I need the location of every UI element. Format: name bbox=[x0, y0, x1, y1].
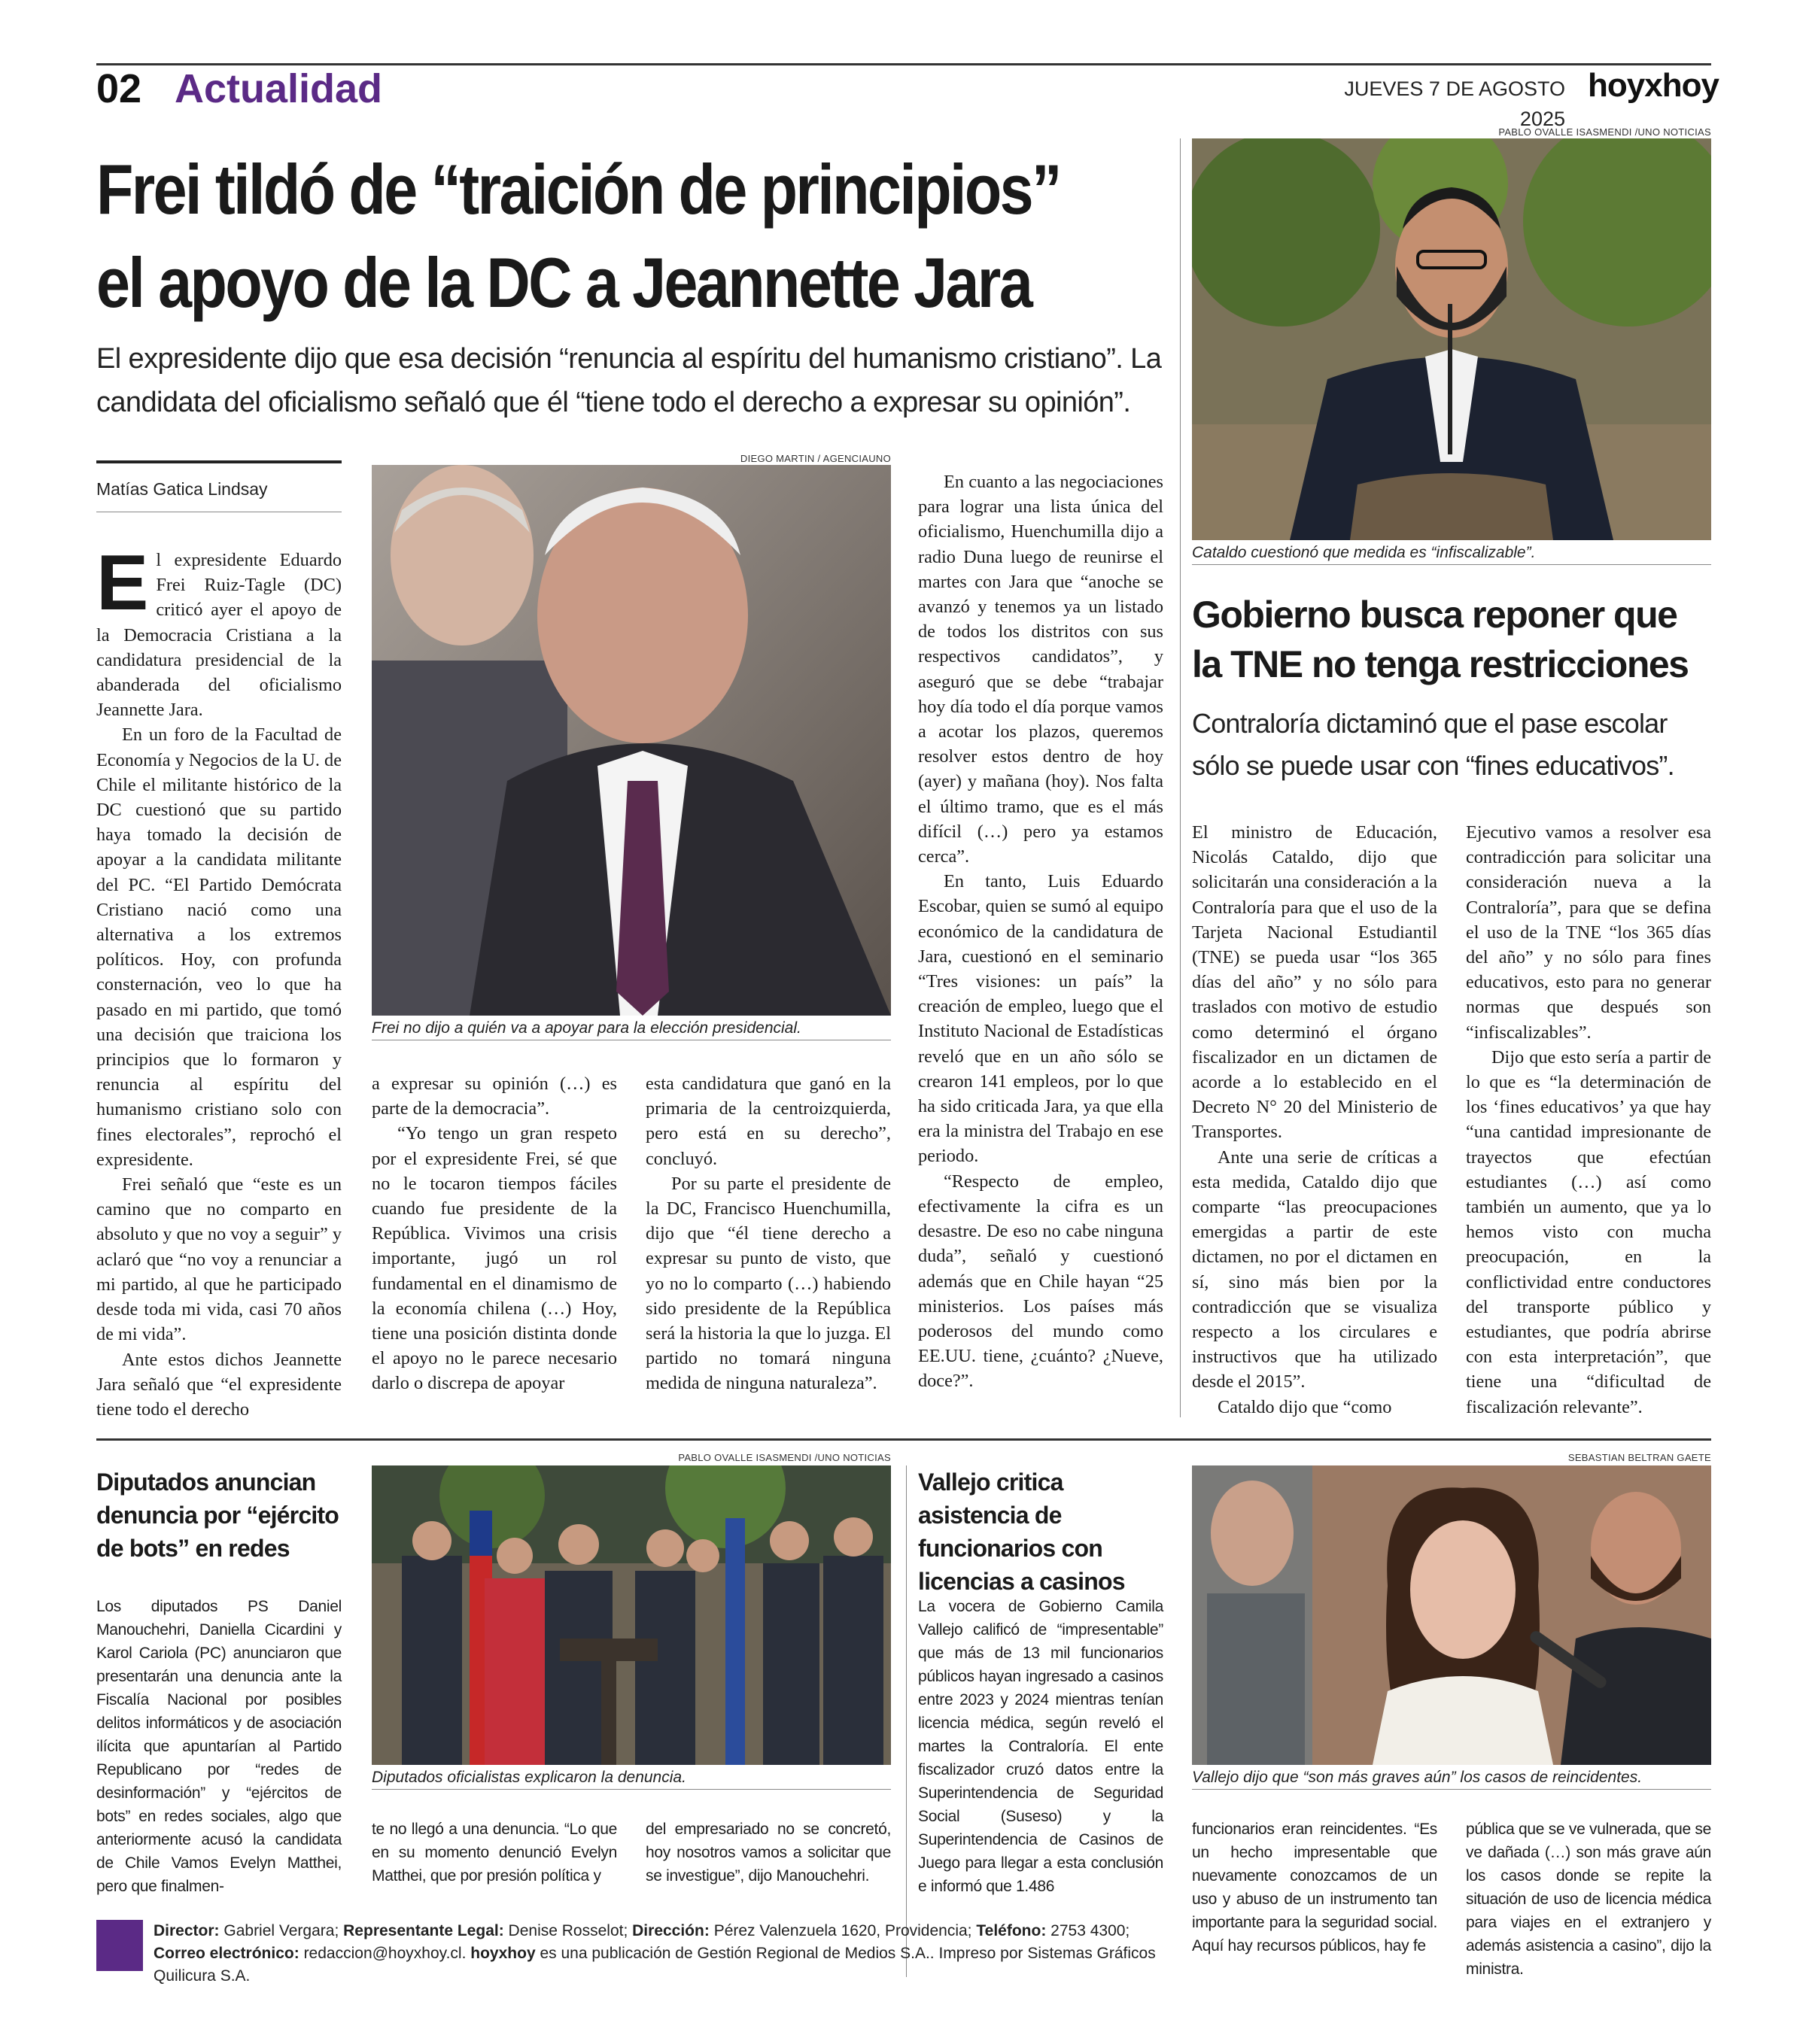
lead-col1-p1: l expresidente Eduardo Frei Ruiz-Tagle (DC) criticó ayer el apoyo de la Democracia Cristiana a la candidatura presidencial de la abanderada del oficialismo Jeannette Jara. bbox=[96, 550, 342, 721]
frei-photo bbox=[372, 465, 891, 1016]
column-divider-bottom bbox=[906, 1465, 907, 1977]
footer-email-label: Correo electrónico: bbox=[154, 1945, 299, 1962]
cataldo-photo bbox=[1192, 138, 1711, 540]
section-rule bbox=[96, 1438, 1711, 1441]
bots-column-2: te no llegó a una denuncia. “Lo que en su momento denunció Evelyn Matthei, que por presión política y bbox=[372, 1821, 617, 1885]
vallejo-column-1: La vocera de Gobierno Camila Vallejo calificó de “impresentable” que más de 13 mil funcionarios públicos hayan ingresado a casinos entre 2023 y 2024 mientras tenían licencia médica, según reveló el martes la Contraloría. El ente fiscalizador cruzó datos entre la Superintendencia de Seguridad Social (Suseso) y la Superintendencia de Casinos de Juego para llegar a esta conclusión e informó que 1.486 bbox=[918, 1598, 1163, 1895]
page-number: 02 bbox=[96, 66, 142, 111]
footer-credits bbox=[154, 1920, 1162, 1988]
frei-photo-illustration bbox=[372, 465, 891, 1016]
lead-col4-p3: “Respecto de empleo, efectivamente la cifra es un desastre. De eso no cabe ninguna duda”, señaló y cuestionó además que en Chile hayan “25 ministerios. Los países más poderosos del mundo como EE.UU. tiene, ¿cuánto? ¿Nueve, doce?”. bbox=[918, 1171, 1163, 1392]
bots-headline: Diputados anuncian denuncia por “ejército de bots” en redes bbox=[96, 1468, 339, 1562]
byline: Matías Gatica Lindsay bbox=[96, 479, 268, 499]
bots-photo-caption: Diputados oficialistas explicaron la denuncia. bbox=[372, 1766, 891, 1790]
tne-col2-p1: Ejecutivo vamos a resolver esa contradicción para solicitar una consideración nueva a la Contraloría”, para que se defina el uso de la TNE “los 365 días del año” y no sólo para fines educativos, esto para no generar normas que después son “infiscalizables”. bbox=[1466, 822, 1711, 1043]
bots-photo-credit: PABLO OVALLE ISASMENDI /UNO NOTICIAS bbox=[678, 1452, 891, 1463]
footer-brand: hoyxhoy bbox=[470, 1945, 536, 1962]
vallejo-photo-caption: Vallejo dijo que “son más graves aún” los casos de reincidentes. bbox=[1192, 1766, 1711, 1790]
footer-director: Gabriel Vergara; bbox=[223, 1922, 339, 1939]
vallejo-photo-illustration bbox=[1192, 1465, 1711, 1765]
lead-headline-line2: el apoyo de la DC a Jeannette Jara bbox=[96, 243, 1032, 322]
footer-director-label: Director: bbox=[154, 1922, 220, 1939]
bots-column-3: del empresariado no se concretó, hoy nosotros vamos a solicitar que se investigue”, dijo Manouchehri. bbox=[646, 1821, 891, 1885]
footer-address: Pérez Valenzuela 1620, Providencia; bbox=[713, 1922, 972, 1939]
lead-column-2 bbox=[372, 1071, 617, 1396]
diputados-photo-illustration bbox=[372, 1465, 891, 1765]
lead-col3-p1: esta candidatura que ganó en la primaria de la centroizquierda, pero está en su derecho”, concluyó. bbox=[646, 1074, 891, 1169]
lead-col1-p2: En un foro de la Facultad de Economía y Negocios de la U. de Chile el militante histórico de la DC cuestionó que su partido haya tomado la decisión de apoyar a la candidata militante del PC. “El Partido Demócrata Cristiano nació como una alternativa a los extremos políticos. Hoy, con profunda consternación, veo lo que ha pasado en mi partido, que tomó una decisión que traiciona los principios que lo formaron y renuncia al espíritu del humanismo cristiano solo con fines electorales”, reprochó el expresidente. bbox=[96, 724, 342, 1170]
vallejo-photo-credit: SEBASTIAN BELTRAN GAETE bbox=[1567, 1452, 1711, 1463]
diputados-photo bbox=[372, 1465, 891, 1765]
lead-deck: El expresidente dijo que esa decisión “renuncia al espíritu del humanismo cristiano”. La candidata del oficialismo señaló que él “tiene todo el derecho a expresar su opinión”. bbox=[96, 343, 1162, 418]
cataldo-photo-illustration bbox=[1192, 138, 1711, 540]
lead-column-4 bbox=[918, 469, 1163, 1394]
footer-publisher: es una publicación de Gestión Regional de Medios S.A.. Impreso por Sistemas Gráficos Quilicura S.A. bbox=[154, 1945, 1156, 1985]
tne-headline: Gobierno busca reponer que la TNE no tenga restricciones bbox=[1192, 594, 1689, 685]
footer-accent-block bbox=[96, 1920, 143, 1971]
vallejo-photo bbox=[1192, 1465, 1711, 1765]
lead-headline bbox=[96, 143, 1060, 330]
footer-email[interactable]: redaccion@hoyxhoy.cl. bbox=[303, 1945, 467, 1962]
lead-photo-caption: Frei no dijo a quién va a apoyar para la elección presidencial. bbox=[372, 1017, 891, 1040]
tne-col1-p3: Cataldo dijo que “como bbox=[1218, 1396, 1392, 1417]
lead-col3-p2: Por su parte el presidente de la DC, Francisco Huenchumilla, dijo que “él tiene derecho a expresar su punto de visto, que yo no lo comparto (…) habiendo sido presidente de la República será la historia la que lo juzga. El partido no tomará ninguna medida de ninguna naturaleza”. bbox=[646, 1173, 891, 1394]
column-divider bbox=[1180, 138, 1181, 1417]
lead-col2-p1: a expresar su opinión (…) es parte de la democracia”. bbox=[372, 1074, 617, 1119]
tne-column-1 bbox=[1192, 820, 1437, 1420]
lead-col4-p2: En tanto, Luis Eduardo Escobar, quien se sumó al equipo económico de la candidatura de Jara, cuestionó en el seminario “Tres visiones: un país” la creación de empleo, luego que el Instituto Nacional de Estadísticas reveló que en un año sólo se crearon 141 empleos, por lo que ha sido criticada Jara, ya que ella era la ministra del Trabajo en ese periodo. bbox=[918, 871, 1163, 1167]
tne-column-2 bbox=[1466, 820, 1711, 1420]
lead-col1-p3: Frei señaló que “este es un camino que no comparto en absoluto y que no voy a seguir” y aclaró que “no voy a renunciar a mi partido, al que he participado desde toda mi vida, casi 70 años de mi vida”. bbox=[96, 1174, 342, 1345]
tne-col1-p1: El ministro de Educación, Nicolás Cataldo, dijo que solicitarán una consideración a la Contraloría para que el uso de la Tarjeta Nacional Estudiantil (TNE) se pueda usar “los 365 días del año” y no sólo para traslados con motivo de estudio como determinó el órgano fiscalizador en un dictamen de acorde a lo establecido en el Decreto N° 20 del Ministerio de Transportes. bbox=[1192, 822, 1437, 1143]
footer-rep: Denise Rosselot; bbox=[508, 1922, 628, 1939]
lead-photo-credit: DIEGO MARTIN / AGENCIAUNO bbox=[740, 453, 891, 464]
lead-col1-p4: Ante estos dichos Jeannette Jara señaló que “el expresidente tiene todo el derecho bbox=[96, 1349, 342, 1420]
tne-deck: Contraloría dictaminó que el pase escolar sólo se puede usar con “fines educativos”. bbox=[1192, 708, 1674, 781]
lead-column-3 bbox=[646, 1071, 891, 1396]
vallejo-column-2: funcionarios eran reincidentes. “Es un hecho impresentable que nuevamente conozcamos de un uso y abuso de un instrumento tan importante para la seguridad social. Aquí hay recursos públicos, hay fe bbox=[1192, 1821, 1437, 1954]
footer-phone-label: Teléfono: bbox=[976, 1922, 1047, 1939]
issue-date: JUEVES 7 DE AGOSTO 2025 bbox=[1344, 77, 1565, 130]
vallejo-headline: Vallejo critica asistencia de funcionarios con licencias a casinos bbox=[918, 1468, 1125, 1595]
byline-rule-top bbox=[96, 460, 342, 463]
bots-column-1: Los diputados PS Daniel Manouchehri, Daniella Cicardini y Karol Cariola (PC) anunciaron que presentarán una denuncia ante la Fiscalía Nacional por posibles delitos informáticos y de asociación ilícita que apuntarían al Partido Republicano por “redes de desinformación” y “ejércitos de bots” en redes sociales, algo que anteriormente acusó la candidata de Chile Vamos Evelyn Matthei, pero que finalmen- bbox=[96, 1598, 342, 1895]
tne-photo-caption: Cataldo cuestionó que medida es “infiscalizable”. bbox=[1192, 542, 1711, 565]
tne-col2-p2: Dijo que esto sería a partir de lo que es “la determinación de los ‘fines educativos’ ya que hay “una cantidad impresionante de trayectos que efectúan estudiantes (…) así como también un aumento, que ya lo hemos visto con mucha preocupación, en la conflictividad entre conductores del transporte público y estudiantes, que podría abrirse con esta interpretación”, que tiene una “dificultad de fiscalización relevante”. bbox=[1466, 1046, 1711, 1417]
tne-photo-credit: PABLO OVALLE ISASMENDI /UNO NOTICIAS bbox=[1498, 126, 1711, 138]
footer-address-label: Dirección: bbox=[632, 1922, 710, 1939]
lead-headline-line1: Frei tildó de “traición de principios” bbox=[96, 150, 1060, 229]
newspaper-logo: hoyxhoy bbox=[1588, 67, 1719, 104]
dropcap: E bbox=[96, 539, 149, 627]
tne-col1-p2: Ante una serie de críticas a esta medida, Cataldo dijo que comparte “las preocupaciones emergidas a partir de este dictamen, no por el dictamen en sí, sino más bien por la contradicción que se visualiza respecto a los circulares e instructivos que ha utilizado desde el 2015”. bbox=[1192, 1147, 1437, 1393]
lead-col4-p1: En cuanto a las negociaciones para lograr una lista única del oficialismo, Huenchumilla dijo a radio Duna luego de reunirse el martes con Jara que “anoche se avanzó y tenemos ya un listado de todos los distritos con sus respectivos candidatos”, y aseguró que se debe “trabajar hoy día todo el día porque vamos a acotar los plazos, queremos resolver estos dentro de hoy (ayer) y mañana (hoy). Nos falta el último tramo, que es el más difícil (…) pero ya estamos cerca”. bbox=[918, 472, 1163, 867]
lead-column-1 bbox=[96, 539, 342, 1422]
section-title: Actualidad bbox=[175, 66, 383, 111]
footer-rep-label: Representante Legal: bbox=[343, 1922, 504, 1939]
footer-phone: 2753 4300; bbox=[1050, 1922, 1130, 1939]
vallejo-column-3: pública que se ve vulnerada, que se ve dañada (…) son más grave aún los casos donde se repite la situación de uso de licencia médica para viajes en el extranjero y además asistencia a casino”, dijo la ministra. bbox=[1466, 1821, 1711, 1978]
lead-col2-p2: “Yo tengo un gran respeto por el expresidente Frei, sé que no le tocaron tiempos fáciles cuando fue presidente de la República. Vivimos una crisis importante, jugó un rol fundamental en el dinamismo de la economía chilena (…) Hoy, tiene una posición distinta donde el apoyo no le parece necesario darlo o discrepa de apoyar bbox=[372, 1123, 617, 1394]
